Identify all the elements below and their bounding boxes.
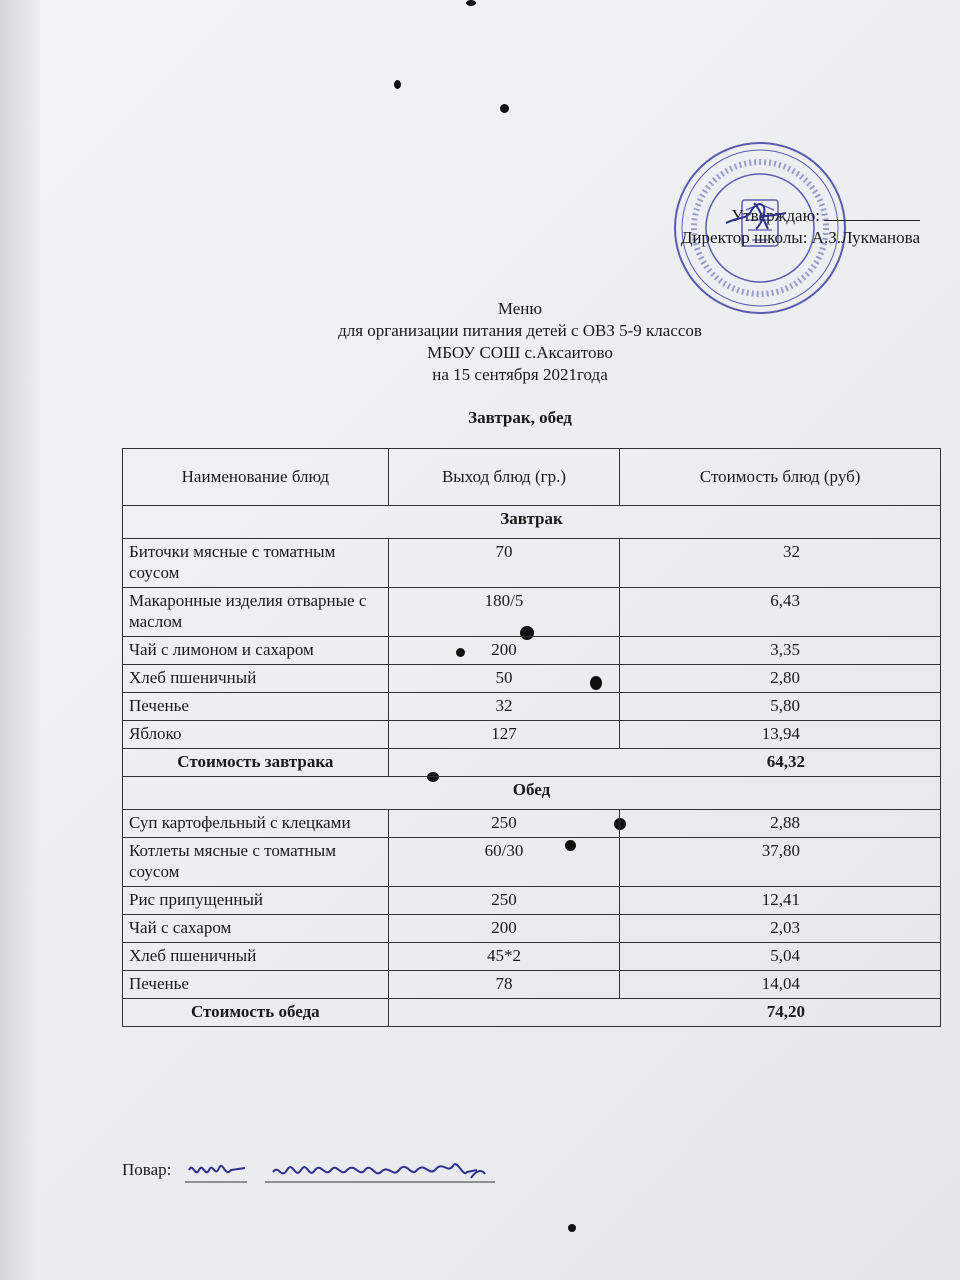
table-row <box>123 915 941 943</box>
director-signature-icon <box>720 195 790 235</box>
signature-line <box>824 220 920 221</box>
dish-name: Печенье <box>123 971 389 999</box>
dish-name: Чай с сахаром <box>123 915 389 943</box>
dish-name: Котлеты мясные с томатным соусом <box>123 838 389 887</box>
dish-cost: 37,80 <box>620 838 941 887</box>
cook-signature-icon <box>185 1148 515 1192</box>
table-row <box>123 810 941 838</box>
dish-name: Хлеб пшеничный <box>123 665 389 693</box>
dish-yield: 45*2 <box>388 943 620 971</box>
lunch-total-row <box>123 999 941 1027</box>
section-row-lunch <box>123 777 941 810</box>
table-row <box>123 943 941 971</box>
dish-cost: 2,03 <box>620 915 941 943</box>
dish-cost: 13,94 <box>620 721 941 749</box>
dish-yield: 50 <box>388 665 620 693</box>
dish-name: Макаронные изделия отварные с маслом <box>123 588 389 637</box>
header-yield: Выход блюд (гр.) <box>388 449 620 506</box>
school-name: МБОУ СОШ с.Аксаитово <box>427 343 613 362</box>
dish-name: Яблоко <box>123 721 389 749</box>
breakfast-total-label: Стоимость завтрака <box>123 749 389 777</box>
header-cost: Стоимость блюд (руб) <box>620 449 941 506</box>
dish-yield: 32 <box>388 693 620 721</box>
table-row <box>123 588 941 637</box>
dish-name: Печенье <box>123 693 389 721</box>
dish-name: Хлеб пшеничный <box>123 943 389 971</box>
table-row <box>123 971 941 999</box>
menu-table <box>122 448 941 1027</box>
section-row-breakfast <box>123 506 941 539</box>
dish-yield: 200 <box>388 915 620 943</box>
dish-yield: 250 <box>388 810 620 838</box>
table-row <box>123 887 941 915</box>
dish-name: Биточки мясные с томатным соусом <box>123 539 389 588</box>
breakfast-total-row <box>123 749 941 777</box>
menu-date: на 15 сентября 2021года <box>432 365 608 384</box>
dish-cost: 6,43 <box>620 588 941 637</box>
table-header-row <box>123 449 941 506</box>
menu-purpose: для организации питания детей с ОВЗ 5-9 классов <box>338 321 702 340</box>
dish-yield: 60/30 <box>388 838 620 887</box>
dish-yield: 78 <box>388 971 620 999</box>
dish-name: Суп картофельный с клецками <box>123 810 389 838</box>
lunch-total-label: Стоимость обеда <box>123 999 389 1027</box>
table-row <box>123 665 941 693</box>
dish-cost: 5,04 <box>620 943 941 971</box>
breakfast-total-value: 64,32 <box>388 749 940 777</box>
meal-heading: Завтрак, обед <box>468 408 572 427</box>
section-label-lunch: Обед <box>123 777 941 810</box>
menu-heading <box>270 298 770 386</box>
ink-speck <box>500 104 509 113</box>
dish-name: Рис припущенный <box>123 887 389 915</box>
lunch-total-value: 74,20 <box>388 999 940 1027</box>
dish-yield: 250 <box>388 887 620 915</box>
table-row <box>123 693 941 721</box>
ink-speck <box>568 1224 576 1232</box>
table-row <box>123 637 941 665</box>
dish-cost: 14,04 <box>620 971 941 999</box>
ink-speck <box>466 0 476 6</box>
table-row <box>123 838 941 887</box>
dish-yield: 180/5 <box>388 588 620 637</box>
dish-yield: 200 <box>388 637 620 665</box>
dish-cost: 3,35 <box>620 637 941 665</box>
director-label: Директор школы: А.З.Лукманова <box>680 228 920 247</box>
dish-cost: 5,80 <box>620 693 941 721</box>
header-dish-name: Наименование блюд <box>123 449 389 506</box>
section-label-breakfast: Завтрак <box>123 506 941 539</box>
approve-label: Утверждаю: <box>731 206 820 225</box>
menu-title: Меню <box>497 299 543 318</box>
cook-label: Повар: <box>122 1160 172 1179</box>
dish-cost: 2,80 <box>620 665 941 693</box>
table-row <box>123 539 941 588</box>
table-row <box>123 721 941 749</box>
ink-speck <box>394 80 401 89</box>
dish-cost: 32 <box>620 539 941 588</box>
dish-cost: 12,41 <box>620 887 941 915</box>
dish-yield: 127 <box>388 721 620 749</box>
dish-name: Чай с лимоном и сахаром <box>123 637 389 665</box>
dish-yield: 70 <box>388 539 620 588</box>
dish-cost: 2,88 <box>620 810 941 838</box>
